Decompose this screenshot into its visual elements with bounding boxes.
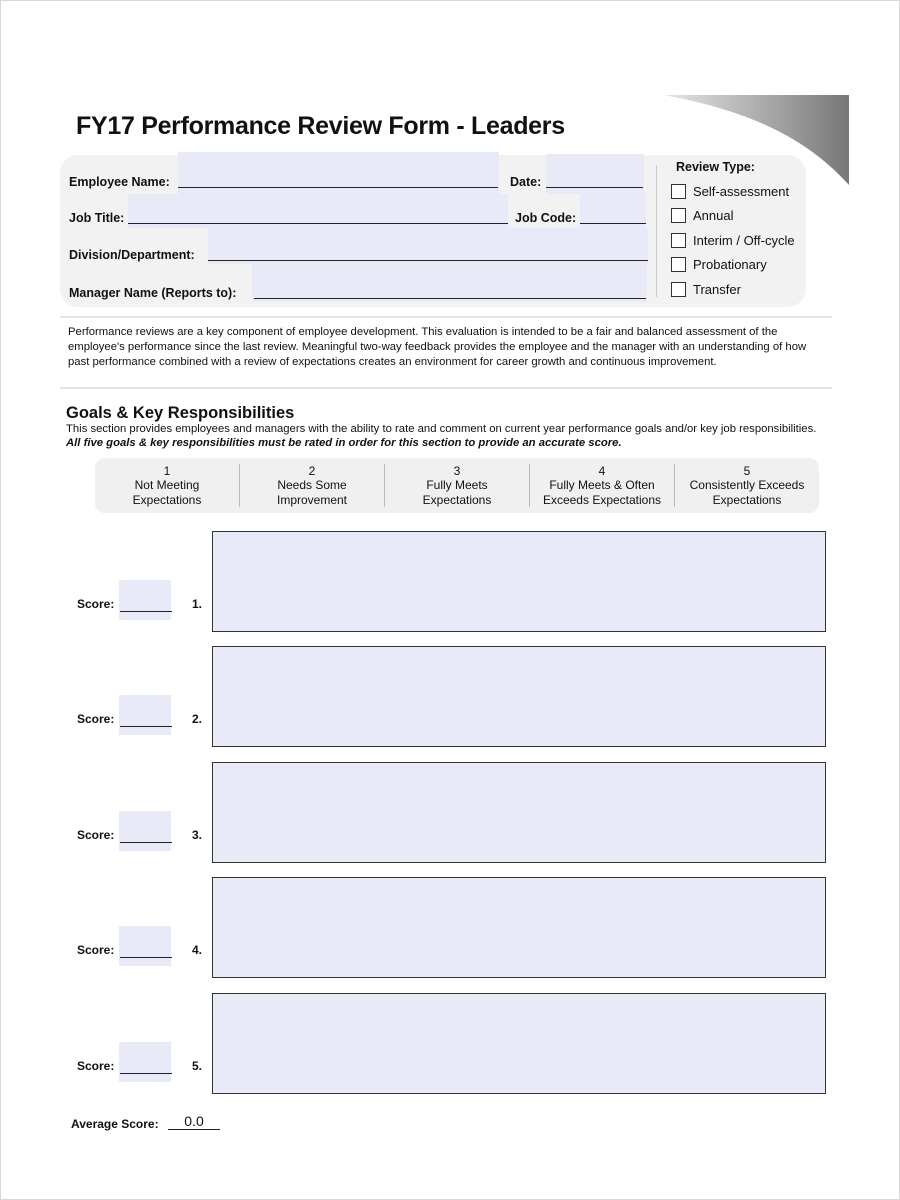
goal-number: 5. [192, 1059, 203, 1073]
checkbox-annual[interactable]: Annual [671, 208, 733, 223]
goal-comment-box[interactable] [212, 877, 826, 978]
score-field[interactable] [119, 580, 171, 620]
job-title-line [128, 223, 508, 224]
divider [60, 387, 832, 389]
goal-comment-box[interactable] [212, 762, 826, 863]
rating-1: 1 Not Meeting Expectations [95, 464, 240, 508]
score-label: Score: [77, 943, 115, 957]
checkbox-interim[interactable]: Interim / Off-cycle [671, 233, 795, 248]
goal-number: 2. [192, 712, 203, 726]
date-line [546, 187, 643, 188]
employee-name-line [178, 187, 498, 188]
average-score-value: 0.0 [168, 1113, 220, 1130]
goals-heading: Goals & Key Responsibilities [66, 404, 295, 422]
checkbox-probationary[interactable]: Probationary [671, 257, 767, 272]
checkbox-self-assessment[interactable]: Self-assessment [671, 184, 789, 199]
checkbox-icon[interactable] [671, 282, 686, 297]
goal-number: 4. [192, 943, 203, 957]
score-line [120, 957, 172, 958]
divider [656, 165, 657, 297]
rating-3: 3 Fully Meets Expectations [385, 464, 530, 508]
goal-number: 1. [192, 597, 203, 611]
rating-scale [95, 458, 819, 513]
page-title: FY17 Performance Review Form - Leaders [76, 112, 565, 140]
checkbox-transfer[interactable]: Transfer [671, 282, 741, 297]
division-line [208, 260, 648, 261]
score-label: Score: [77, 597, 115, 611]
rating-5: 5 Consistently Exceeds Expectations [689, 463, 805, 507]
checkbox-icon[interactable] [671, 208, 686, 223]
manager-name-label: Manager Name (Reports to): [69, 286, 237, 300]
average-score-label: Average Score: [71, 1117, 159, 1131]
checkbox-icon[interactable] [671, 233, 686, 248]
goal-number: 3. [192, 828, 203, 842]
score-label: Score: [77, 828, 115, 842]
score-line [120, 611, 172, 612]
division-field[interactable] [208, 228, 648, 264]
intro-paragraph: Performance reviews are a key component of employee development. This evaluation is intended to be a fair and balanced assessment of the employee's performance since the last review. Meaningful two-way feedback provides the employee and the manager with an understanding of how past performance combined with a review of expectations creates an environment for career growth and continuous improvement. [68, 326, 807, 368]
goal-comment-box[interactable] [212, 646, 826, 747]
job-code-line [580, 223, 646, 224]
rating-2: 2 Needs Some Improvement [240, 464, 385, 508]
date-label: Date: [510, 175, 542, 189]
score-field[interactable] [119, 695, 171, 735]
review-type-label: Review Type: [676, 160, 755, 174]
goal-comment-box[interactable] [212, 993, 826, 1094]
goals-description: This section provides employees and managers with the ability to rate and comment on current year performance goals and/or key job responsibilities. All five goals & key responsibilities must be rated in order for this section to provide an accurate score. [66, 423, 817, 449]
job-title-label: Job Title: [69, 211, 125, 225]
checkbox-icon[interactable] [671, 257, 686, 272]
score-field[interactable] [119, 1042, 171, 1082]
score-line [120, 1073, 172, 1074]
score-line [120, 842, 172, 843]
division-label: Division/Department: [69, 248, 195, 262]
score-field[interactable] [119, 926, 171, 966]
checkbox-icon[interactable] [671, 184, 686, 199]
score-field[interactable] [119, 811, 171, 851]
manager-name-line [254, 298, 646, 299]
employee-name-label: Employee Name: [69, 175, 170, 189]
divider [60, 316, 832, 318]
score-label: Score: [77, 1059, 115, 1073]
goal-comment-box[interactable] [212, 531, 826, 632]
manager-name-field[interactable] [252, 264, 647, 302]
job-code-label: Job Code: [515, 211, 577, 225]
date-field[interactable] [546, 154, 644, 194]
score-line [120, 726, 172, 727]
rating-4: 4 Fully Meets & Often Exceeds Expectations [530, 464, 675, 508]
score-label: Score: [77, 712, 115, 726]
